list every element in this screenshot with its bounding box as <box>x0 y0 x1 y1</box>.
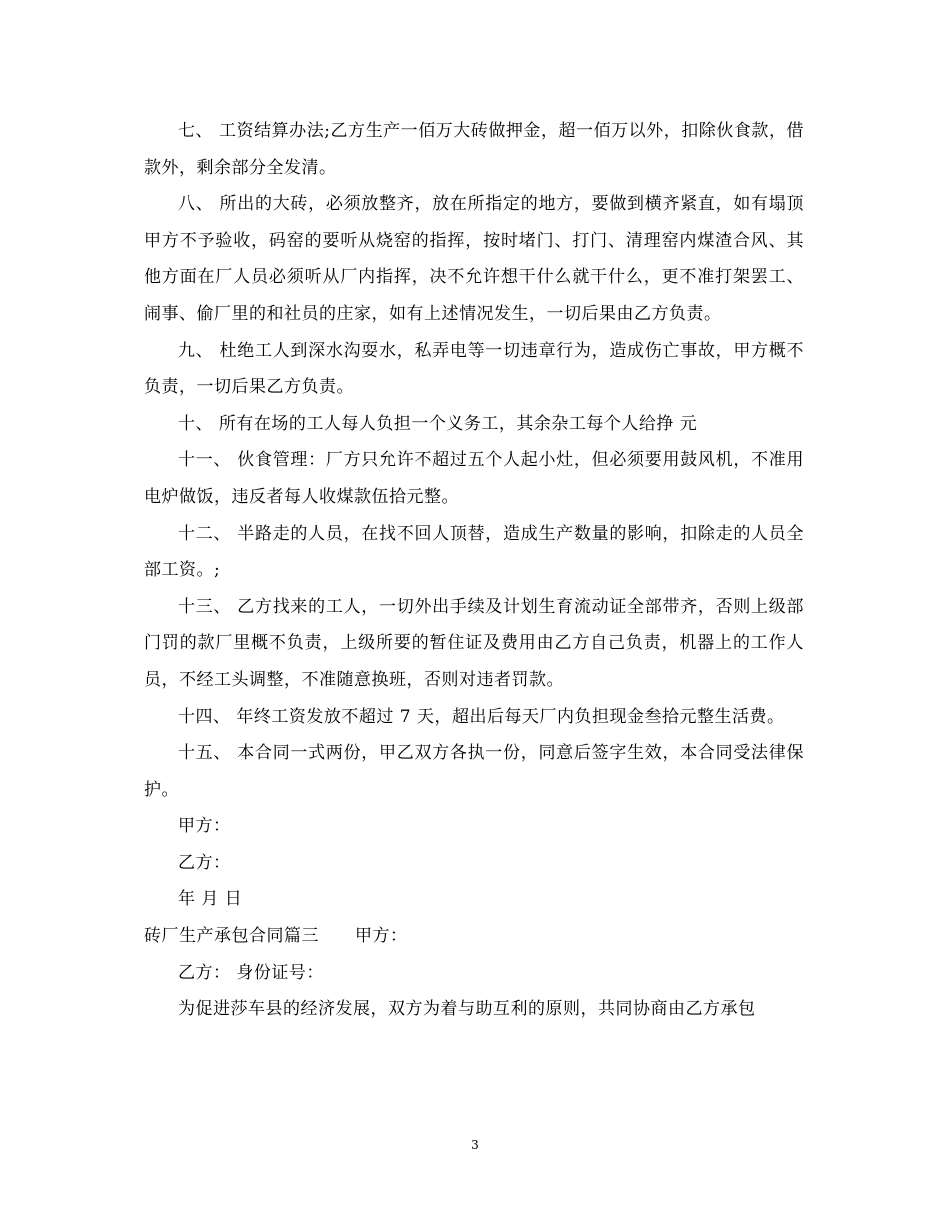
clause-12: 十二、 半路走的人员，在找不回人顶替，造成生产数量的影响，扣除走的人员全部工资。; <box>144 523 804 581</box>
clause-7: 七、 工资结算办法;乙方生产一佰万大砖做押金，超一佰万以外，扣除伙食款，借款外，剩余部分全发清。 <box>144 121 804 178</box>
clause-13: 十三、 乙方找来的工人，一切外出手续及计划生育流动证全部带齐，否则上级部门罚的款厂里概不负责，上级所要的暂住证及费用由乙方自己负责，机器上的工作人员，不经工头调整，不准随意换班，否则对违者罚款。 <box>144 596 804 690</box>
signature-party-b: 乙方： <box>178 852 231 873</box>
section-heading-line <box>144 918 804 955</box>
section-heading: 砖厂生产承包合同篇三 <box>144 926 319 947</box>
signature-date: 年 月 日 <box>178 889 243 910</box>
document-body <box>144 113 804 1028</box>
page-number: 3 <box>471 1138 479 1152</box>
party-b-id-line: 乙方： 身份证号： <box>178 962 324 983</box>
clause-11: 十一、 伙食管理：厂方只允许不超过五个人起小灶，但必须要用鼓风机，不准用电炉做饭，违反者每人收煤款伍拾元整。 <box>144 450 804 507</box>
intro-paragraph: 为促进莎车县的经济发展，双方为着与助互利的原则，共同协商由乙方承包 <box>178 999 756 1020</box>
signature-party-a: 甲方： <box>178 816 231 837</box>
section-heading-party-a: 甲方： <box>355 926 408 947</box>
clause-14: 十四、 年终工资发放不超过 7 天，超出后每天厂内负担现金叁拾元整生活费。 <box>178 706 785 727</box>
clause-9: 九、 杜绝工人到深水沟耍水，私弄电等一切违章行为，造成伤亡事故，甲方概不负责，一切后果乙方负责。 <box>144 340 804 398</box>
clause-10: 十、 所有在场的工人每人负担一个义务工，其余杂工每个人给挣 元 <box>178 413 698 434</box>
clause-8: 八、 所出的大砖，必须放整齐，放在所指定的地方，要做到横齐紧直，如有塌顶甲方不予验收，码窑的要听从烧窑的指挥，按时堵门、打门、清理窑内煤渣合风、其他方面在厂人员必须听从厂内指挥，决不允许想干什么就干什么，更不准打架罢工、闹事、偷厂里的和社员的庄家，如有上述情况发生，一切后果由乙方负责。 <box>144 194 804 324</box>
clause-15: 十五、 本合同一式两份，甲乙双方各执一份，同意后签字生效，本合同受法律保护。 <box>144 743 804 800</box>
